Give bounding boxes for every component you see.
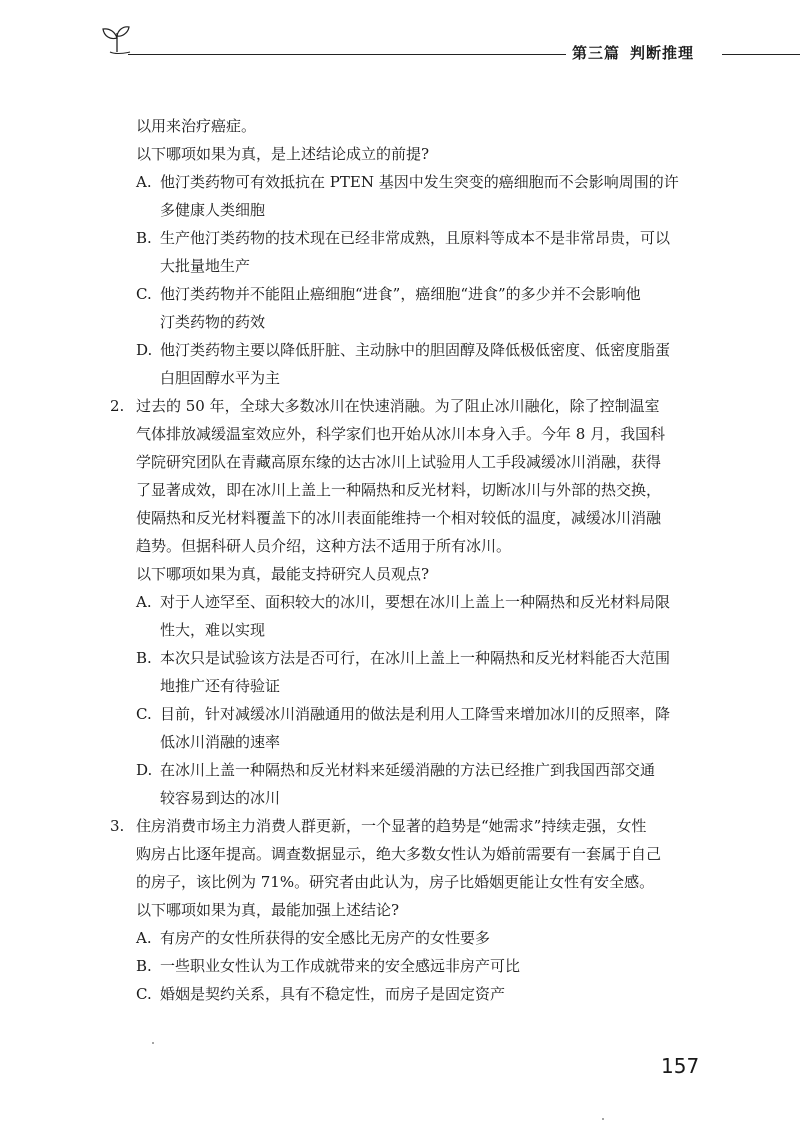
- option-a: [110, 588, 700, 644]
- question-3: [110, 812, 700, 1008]
- question-prompt: 以下哪项如果为真，最能支持研究人员观点?: [136, 565, 430, 583]
- option-line: 白胆固醇水平为主: [160, 369, 281, 387]
- option-letter: B.: [136, 649, 152, 667]
- stem-line: 住房消费市场主力消费人群更新，一个显著的趋势是“她需求”持续走强，女性: [136, 817, 647, 835]
- stem-line: 学院研究团队在青藏高原东缘的达古冰川上试验用人工手段减缓冰川消融，获得: [136, 453, 662, 471]
- option-d: [110, 756, 700, 812]
- question-2: [110, 392, 700, 812]
- option-line: 目前，针对减缓冰川消融通用的做法是利用人工降雪来增加冰川的反照率，降: [160, 705, 671, 723]
- header-rule-right: [722, 54, 800, 55]
- continuation-text: 以用来治疗癌症。: [136, 117, 257, 135]
- option-a: [110, 924, 700, 952]
- option-d: [110, 336, 700, 392]
- question-stem: [110, 392, 700, 560]
- stem-line: 购房占比逐年提高。调查数据显示，绝大多数女性认为婚前需要有一套属于自己: [136, 845, 662, 863]
- stem-line: 气体排放减缓温室效应外，科学家们也开始从冰川本身入手。今年 8 月，我国科: [136, 425, 666, 443]
- option-b: [110, 644, 700, 700]
- option-line: 生产他汀类药物的技术现在已经非常成熟，且原料等成本不是非常昂贵，可以: [160, 229, 671, 247]
- option-c: [110, 280, 700, 336]
- option-line: 有房产的女性所获得的安全感比无房产的女性要多: [160, 929, 491, 947]
- option-b: [110, 952, 700, 980]
- header-section-title: 判断推理: [630, 44, 695, 62]
- scan-speck: [602, 1118, 604, 1120]
- header-part: 第三篇: [572, 44, 621, 62]
- stem-line: 趋势。但据科研人员介绍，这种方法不适用于所有冰川。: [136, 537, 512, 555]
- option-line: 他汀类药物主要以降低肝脏、主动脉中的胆固醇及降低极低密度、低密度脂蛋: [160, 341, 671, 359]
- option-line: 对于人迹罕至、面积较大的冰川，要想在冰川上盖上一种隔热和反光材料局限: [160, 593, 671, 611]
- option-line: 多健康人类细胞: [160, 201, 266, 219]
- sprout-icon: [100, 24, 134, 54]
- option-b: [110, 224, 700, 280]
- option-line: 性大，难以实现: [160, 621, 266, 639]
- question-1-continuation: [110, 112, 700, 392]
- option-letter: A.: [136, 593, 152, 611]
- option-line: 较容易到达的冰川: [160, 789, 281, 807]
- option-letter: D.: [136, 761, 153, 779]
- option-letter: C.: [136, 705, 152, 723]
- question-stem: [110, 812, 700, 896]
- option-line: 在冰川上盖一种隔热和反光材料来延缓消融的方法已经推广到我国西部交通: [160, 761, 656, 779]
- option-line: 他汀类药物并不能阻止癌细胞“进食”，癌细胞“进食”的多少并不会影响他: [160, 285, 641, 303]
- option-line: 汀类药物的药效: [160, 313, 266, 331]
- option-c: [110, 980, 700, 1008]
- option-letter: B.: [136, 229, 152, 247]
- stem-line: 过去的 50 年，全球大多数冰川在快速消融。为了阻止冰川融化，除了控制温室: [136, 397, 660, 415]
- scan-speck: [152, 1042, 154, 1044]
- option-letter: B.: [136, 957, 152, 975]
- page-content: [110, 112, 700, 1008]
- option-letter: D.: [136, 341, 153, 359]
- stem-line: 使隔热和反光材料覆盖下的冰川表面能维持一个相对较低的温度，减缓冰川消融: [136, 509, 662, 527]
- option-line: 低冰川消融的速率: [160, 733, 281, 751]
- option-line: 婚姻是契约关系，具有不稳定性，而房子是固定资产: [160, 985, 506, 1003]
- option-line: 本次只是试验该方法是否可行，在冰川上盖上一种隔热和反光材料能否大范围: [160, 649, 671, 667]
- option-letter: A.: [136, 173, 152, 191]
- question-number: 2.: [110, 397, 125, 415]
- option-line: 他汀类药物可有效抵抗在 PTEN 基因中发生突变的癌细胞而不会影响周围的许: [160, 173, 679, 191]
- option-letter: C.: [136, 285, 152, 303]
- option-c: [110, 700, 700, 756]
- question-prompt: 以下哪项如果为真，是上述结论成立的前提?: [136, 145, 430, 163]
- question-number: 3.: [110, 817, 125, 835]
- option-line: 一些职业女性认为工作成就带来的安全感远非房产可比: [160, 957, 521, 975]
- stem-line: 了显著成效，即在冰川上盖上一种隔热和反光材料，切断冰川与外部的热交换，: [136, 481, 662, 499]
- option-a: [110, 168, 700, 224]
- option-line: 地推广还有待验证: [160, 677, 281, 695]
- page-number: 157: [661, 1054, 700, 1078]
- option-letter: C.: [136, 985, 152, 1003]
- option-line: 大批量地生产: [160, 257, 251, 275]
- header-rule-left: [128, 54, 566, 55]
- header-title: [572, 42, 694, 63]
- question-prompt: 以下哪项如果为真，最能加强上述结论?: [136, 901, 400, 919]
- page-header: [0, 0, 800, 70]
- option-letter: A.: [136, 929, 152, 947]
- stem-line: 的房子，该比例为 71%。研究者由此认为，房子比婚姻更能让女性有安全感。: [136, 873, 655, 891]
